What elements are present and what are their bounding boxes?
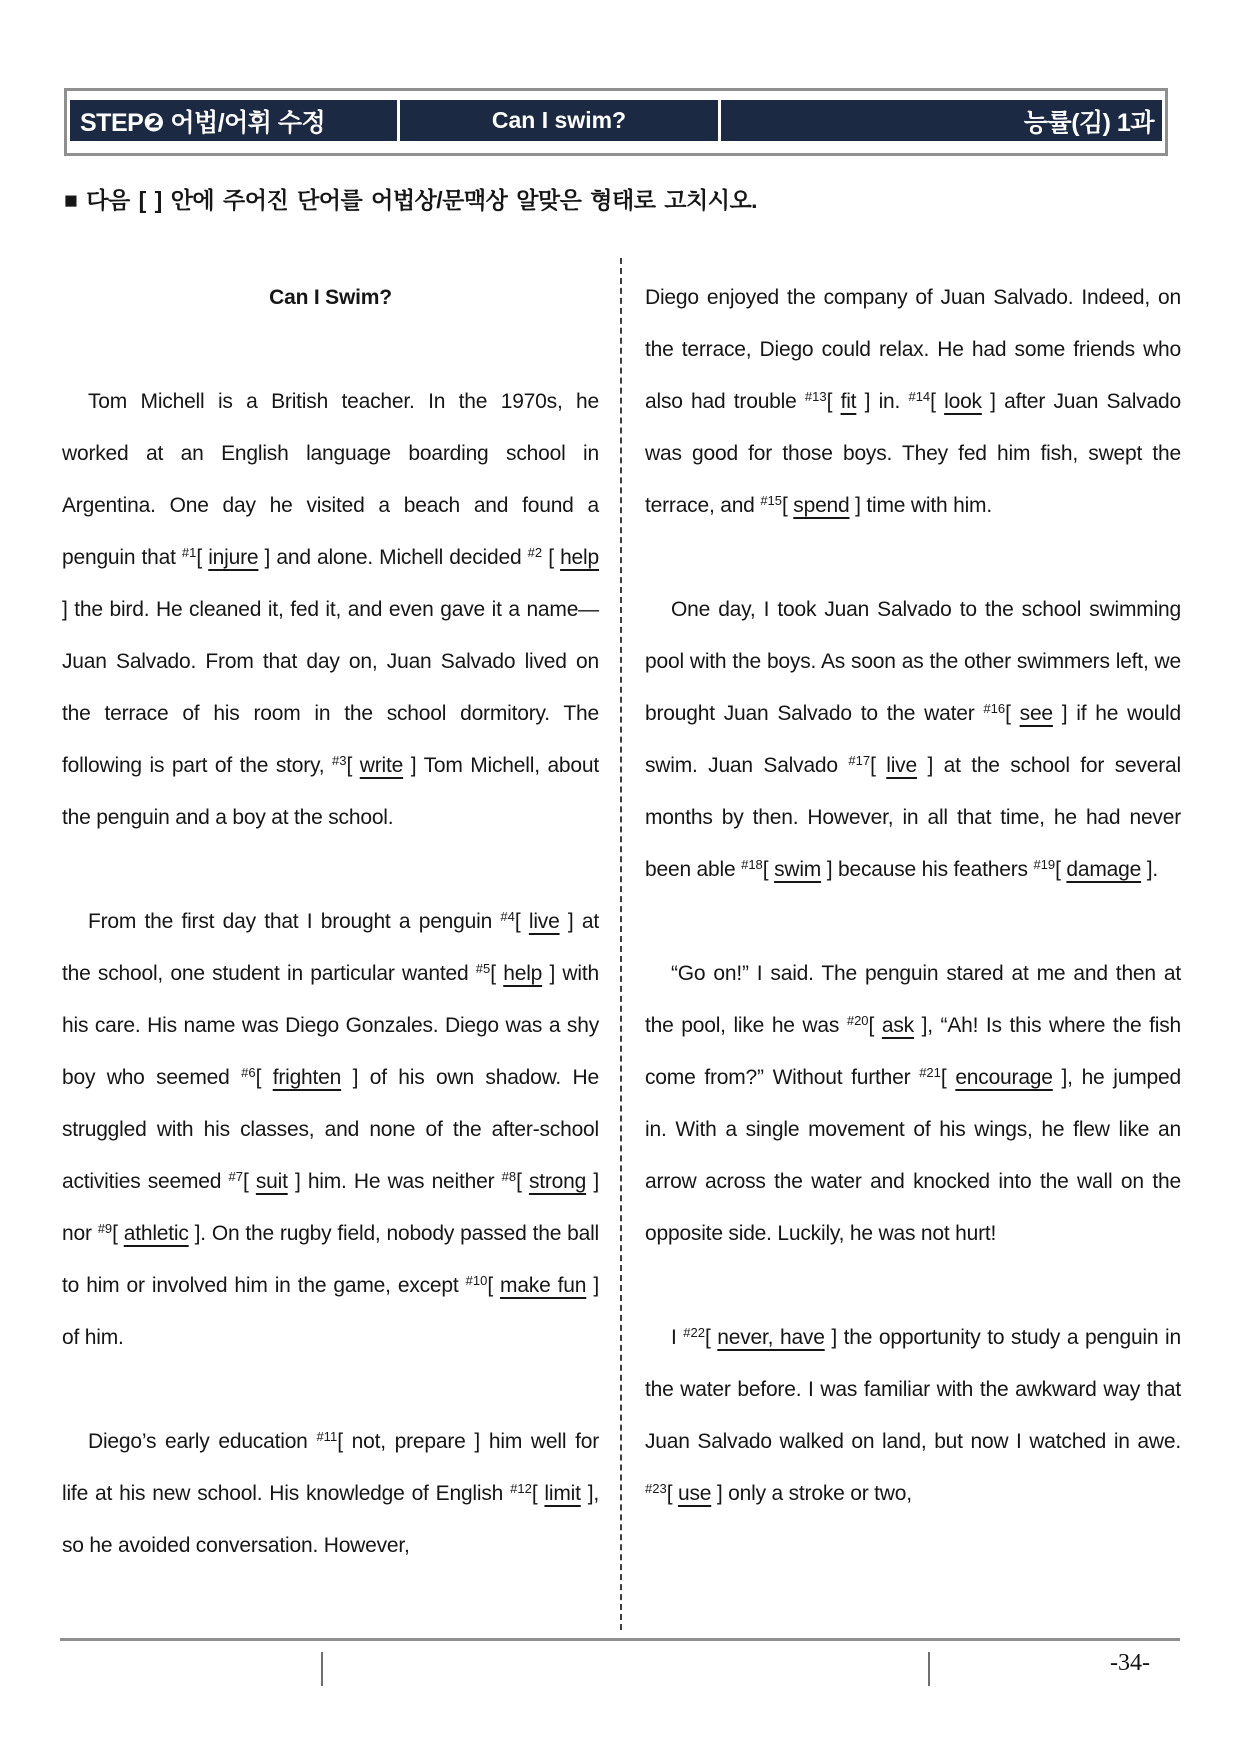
answer-word-underlined: look [944,390,982,413]
item-number-marker: #11 [316,1429,338,1444]
answer-word-underlined: write [359,754,404,777]
header-lesson-title: Can I swim? [400,100,718,141]
answer-word-underlined: see [1019,702,1053,725]
answer-word-underlined: strong [528,1170,587,1193]
passage-paragraph: Diego’s early education $^{\#11}$[ not, prepare ] him well for life at his new school. His knowledge of English $^{\#12}$[ limit ], so he avoided conversation. However, [62,1429,599,1557]
answer-word-underlined: use [677,1482,712,1505]
passage-title: Can I Swim? [269,286,392,309]
passage-column-left [62,272,599,1624]
passage-paragraph: From the first day that I brought a penguin $^{\#4}$[ live ] at the school, one student in particular wanted $^{\#5}$[ help ] with his care. His name was Diego Gonzales. Diego was a shy boy who seemed $^{\#6}$[ frighten ] of his own shadow. He struggled with his classes, and none of the after-school activities seemed $^{\#7}$[ suit ] him. He was neither $^{\#8}$[ strong ] nor $^{\#9}$[ athletic ]. On the rugby field, nobody passed the ball to him or involved him in the game, except $^{\#10}$[ make fun ] of him. [62,909,599,1349]
passage-paragraph: I $^{\#22}$[ never, have ] the opportunity to study a penguin in the water before. I was familiar with the awkward way that Juan Salvado walked on land, but now I watched in awe. $^{\#23}$[ use ] only a stroke or two, [645,1325,1181,1505]
footer-divider-line [60,1638,1180,1641]
answer-word-underlined: damage [1066,858,1142,881]
answer-word-underlined: help [560,546,599,569]
item-number-marker: #19 [1033,857,1056,872]
item-number-marker: #7 [228,1169,243,1184]
column-divider [620,258,622,1630]
passage-paragraph: One day, I took Juan Salvado to the school swimming pool with the boys. As soon as the other swimmers left, we brought Juan Salvado to the water $^{\#16}$[ see ] if he would swim. Juan Salvado $^{\#17}$[ live ] at the school for several months by then. However, in all that time, he had never been able $^{\#18}$[ swim ] because his feathers $^{\#19}$[ damage ]. [645,598,1181,881]
header-step-label: STEP❷ 어법/어휘 수정 [70,100,397,141]
answer-word-underlined: help [503,962,543,985]
item-number-marker: #2 [527,545,543,560]
item-number-marker: #13 [804,389,827,404]
page-number: -34- [1110,1650,1150,1676]
passage-paragraph: Diego enjoyed the company of Juan Salvado. Indeed, on the terrace, Diego could relax. He had some friends who also had trouble $^{\#13}$[ fit ] in. $^{\#14}$[ look ] after Juan Salvado was good for those boys. They fed him fish, swept the terrace, and $^{\#15}$[ spend ] time with him. [645,286,1181,517]
item-number-marker: #21 [919,1065,941,1080]
item-number-marker: #3 [332,753,347,768]
item-number-marker: #18 [741,857,763,872]
item-number-marker: #17 [848,753,871,768]
worksheet-header [64,88,1168,156]
passage-column-right [645,272,1181,1572]
item-number-marker: #9 [97,1221,113,1236]
item-number-marker: #5 [475,961,491,976]
answer-word-underlined: make fun [500,1274,587,1297]
answer-word-underlined: live [886,754,917,777]
answer-word-underlined: swim [774,858,822,881]
answer-word-underlined: spend [793,494,850,517]
answer-word-underlined: fit [840,390,857,413]
passage-paragraph: Tom Michell is a British teacher. In the 1970s, he worked at an English language boarding school in Argentina. One day he visited a beach and found a penguin that $^{\#1}$[ injure ] and alone. Michell decided $^{\#2}$ [ help ] the bird. He cleaned it, fed it, and even gave it a name—Juan Salvado. From that day on, Juan Salvado lived on the terrace of his room in the school dormitory. The following is part of the story, $^{\#3}$[ write ] Tom Michell, about the penguin and a boy at the school. [62,390,599,829]
item-number-marker: #16 [983,701,1006,716]
answer-word-underlined: never, have [717,1326,825,1349]
item-number-marker: #12 [510,1481,532,1496]
item-number-marker: #22 [683,1325,705,1340]
answer-word-underlined: ask [881,1014,914,1037]
item-number-marker: #1 [181,545,197,560]
item-number-marker: #10 [465,1273,488,1288]
item-number-marker: #4 [500,909,515,924]
footer-tick-left [321,1652,323,1686]
answer-word-underlined: live [528,910,560,933]
item-number-marker: #20 [846,1013,869,1028]
item-number-marker: #23 [645,1481,667,1496]
item-number-marker: #8 [501,1169,517,1184]
item-number-marker: #14 [908,389,931,404]
answer-word-underlined: frighten [272,1066,342,1089]
passage-paragraph: “Go on!” I said. The penguin stared at me and then at the pool, like he was $^{\#20}$[ ask ], “Ah! Is this where the fish come from?” Without further $^{\#21}$[ encourage ], he jumped in. With a single movement of his wings, he flew like an arrow across the water and knocked into the wall on the opposite side. Luckily, he was not hurt! [645,962,1182,1245]
answer-word-underlined: injure [208,546,259,569]
footer-tick-right [928,1652,930,1686]
answer-word-underlined: limit [544,1482,581,1505]
item-number-marker: #6 [241,1065,256,1080]
answer-word-underlined: athletic [123,1222,189,1245]
answer-word-underlined: suit [255,1170,288,1193]
item-number-marker: #15 [760,493,783,508]
header-bar [70,100,1162,141]
answer-word-underlined: encourage [955,1066,1053,1089]
instruction-line: ■ 다음 [ ] 안에 주어진 단어를 어법상/문맥상 알맞은 형태로 고치시오. [64,187,758,213]
header-source-label: 능률(김) 1과 [721,100,1162,141]
